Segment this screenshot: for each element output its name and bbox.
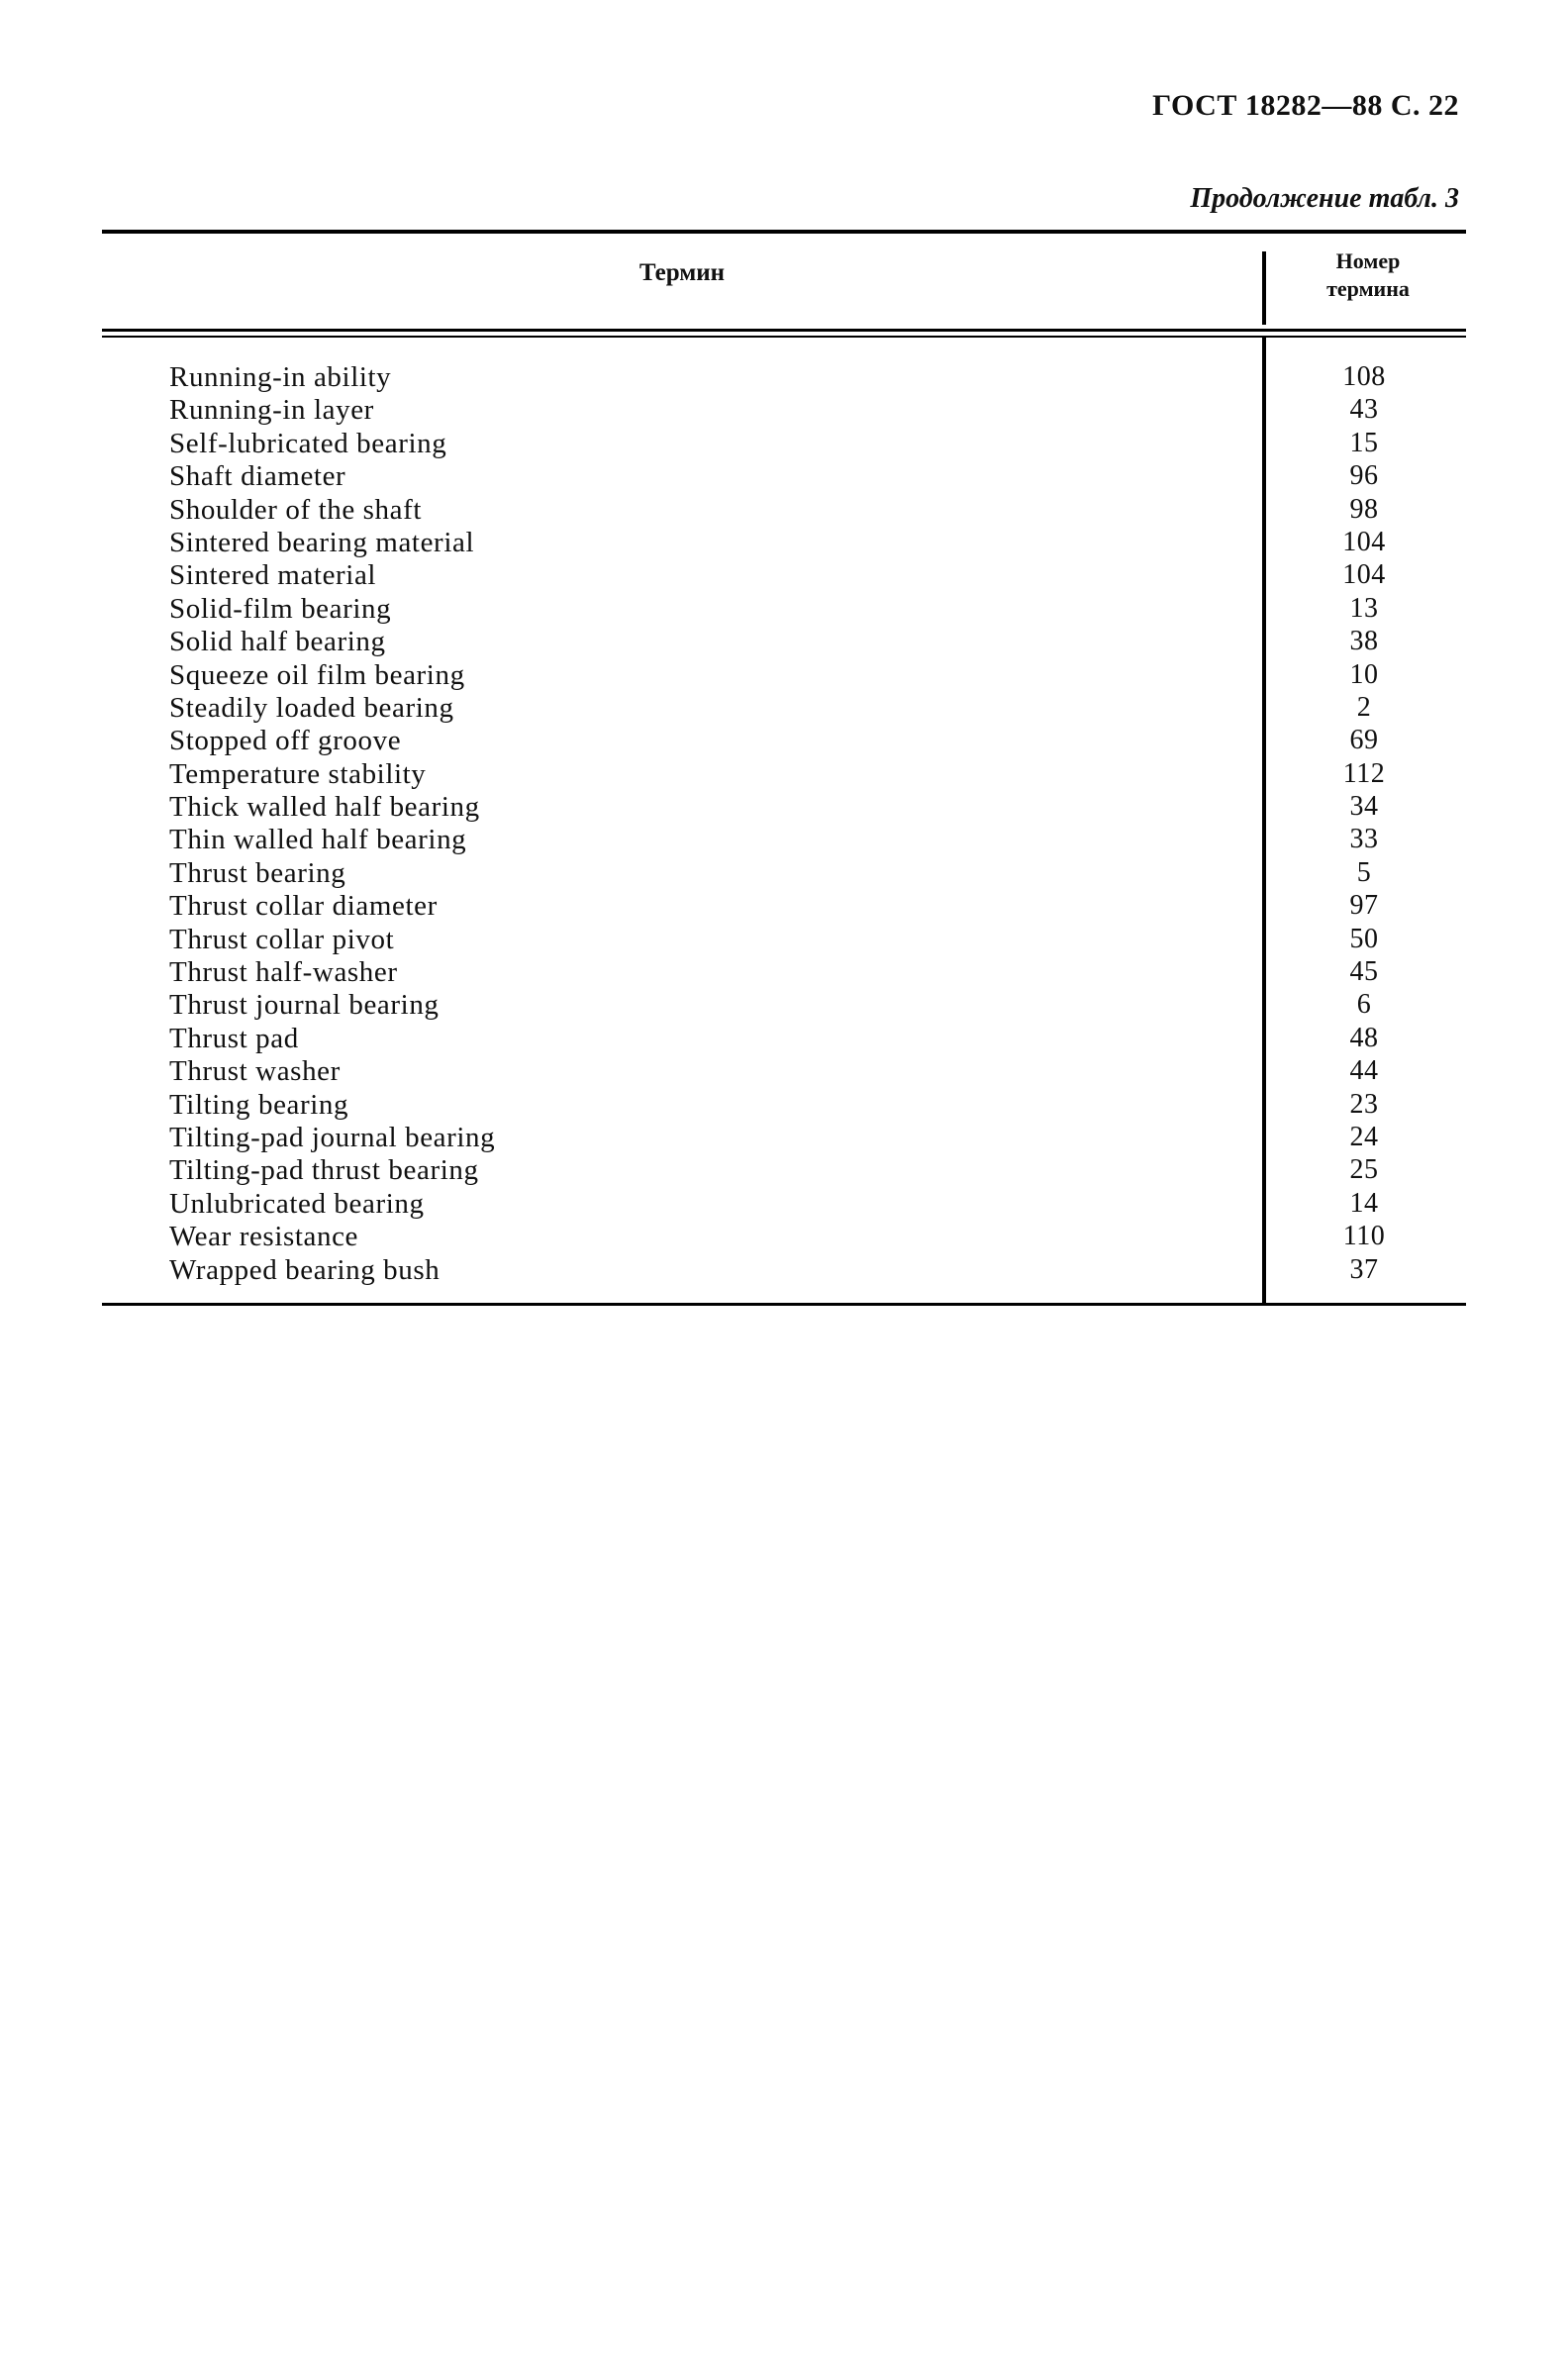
cell-term-number: 15	[1349, 427, 1379, 458]
cell-term-number: 6	[1356, 989, 1372, 1021]
table-header-row	[102, 234, 1466, 329]
cell-term: Steadily loaded bearing	[169, 691, 454, 724]
cell-term-number: 10	[1349, 658, 1379, 690]
header-column-divider	[1262, 251, 1266, 325]
table-row	[102, 989, 1466, 1022]
table-row	[102, 1221, 1466, 1253]
cell-term-number: 45	[1349, 956, 1379, 988]
table-row	[102, 593, 1466, 626]
cell-term: Shoulder of the shaft	[169, 493, 423, 526]
cell-term-number: 34	[1349, 791, 1379, 823]
cell-term: Thrust collar diameter	[169, 890, 438, 923]
cell-term-number: 23	[1349, 1088, 1379, 1120]
cell-term-number: 2	[1356, 691, 1372, 723]
column-header-number-line2: термина	[1326, 275, 1410, 301]
cell-term: Temperature stability	[169, 757, 427, 790]
cell-term-number: 97	[1349, 890, 1379, 922]
page-header-standard: ГОСТ 18282—88 С. 22	[1152, 89, 1459, 122]
table-row	[102, 890, 1466, 923]
cell-term: Squeeze oil film bearing	[169, 658, 465, 691]
table-continuation-label: Продолжение табл. 3	[1190, 183, 1459, 214]
table-row	[102, 460, 1466, 493]
table-row	[102, 1055, 1466, 1088]
table-row	[102, 626, 1466, 658]
column-header-number-line1: Номер	[1335, 248, 1401, 273]
table-row	[102, 1089, 1466, 1122]
cell-term-number: 104	[1342, 559, 1386, 591]
cell-term: Unlubricated bearing	[169, 1187, 425, 1220]
cell-term-number: 24	[1349, 1121, 1379, 1152]
table-row	[102, 1254, 1466, 1287]
cell-term-number: 48	[1349, 1022, 1379, 1053]
cell-term: Thrust half-washer	[169, 956, 398, 989]
cell-term: Stopped off groove	[169, 725, 402, 757]
table-row	[102, 725, 1466, 757]
table-row	[102, 1122, 1466, 1154]
table-row	[102, 857, 1466, 890]
cell-term-number: 5	[1356, 856, 1372, 888]
cell-term: Sintered bearing material	[169, 526, 475, 558]
cell-term-number: 98	[1349, 493, 1379, 525]
cell-term: Wrapped bearing bush	[169, 1253, 441, 1286]
cell-term: Thrust washer	[169, 1055, 341, 1088]
table-row	[102, 956, 1466, 989]
table-body	[102, 338, 1466, 1303]
table-row	[102, 924, 1466, 956]
column-header-number	[1270, 247, 1466, 302]
table-row	[102, 758, 1466, 791]
cell-term-number: 112	[1342, 757, 1386, 789]
table-row	[102, 1188, 1466, 1221]
table-row	[102, 394, 1466, 427]
cell-term-number: 96	[1349, 460, 1379, 492]
cell-term-number: 110	[1342, 1221, 1386, 1252]
cell-term-number: 13	[1349, 592, 1379, 624]
cell-term: Solid half bearing	[169, 626, 386, 658]
cell-term-number: 37	[1349, 1253, 1379, 1285]
table-row	[102, 527, 1466, 559]
cell-term-number: 44	[1349, 1055, 1379, 1087]
cell-term: Wear resistance	[169, 1221, 359, 1253]
table-header-rule-upper	[102, 329, 1466, 332]
table-row	[102, 1154, 1466, 1187]
table-row	[102, 1023, 1466, 1055]
table-row	[102, 692, 1466, 725]
column-header-term: Термин	[638, 259, 726, 286]
table-row	[102, 791, 1466, 824]
cell-term: Running-in layer	[169, 394, 374, 427]
cell-term-number: 108	[1342, 361, 1386, 392]
cell-term-number: 38	[1349, 626, 1379, 657]
table-row	[102, 361, 1466, 394]
cell-term: Tilting-pad journal bearing	[169, 1121, 496, 1153]
cell-term-number: 69	[1349, 725, 1379, 756]
cell-term: Thin walled half bearing	[169, 824, 467, 856]
table-row	[102, 428, 1466, 460]
table-bottom-rule	[102, 1303, 1466, 1306]
cell-term: Thrust collar pivot	[169, 923, 395, 955]
cell-term-number: 25	[1349, 1154, 1379, 1186]
cell-term: Tilting bearing	[169, 1088, 349, 1121]
cell-term: Solid-film bearing	[169, 592, 392, 625]
cell-term: Thrust pad	[169, 1022, 299, 1054]
cell-term-number: 104	[1342, 526, 1386, 557]
cell-term: Thick walled half bearing	[169, 791, 480, 824]
table-row	[102, 494, 1466, 527]
table-row	[102, 824, 1466, 856]
cell-term: Shaft diameter	[169, 460, 346, 493]
cell-term-number: 50	[1349, 923, 1379, 954]
cell-term: Thrust journal bearing	[169, 989, 440, 1022]
terms-index-table	[102, 230, 1466, 1306]
cell-term-number: 33	[1349, 824, 1379, 855]
cell-term: Sintered material	[169, 559, 377, 592]
cell-term: Thrust bearing	[169, 856, 346, 889]
cell-term-number: 14	[1349, 1187, 1379, 1219]
cell-term: Tilting-pad thrust bearing	[169, 1154, 479, 1187]
table-row	[102, 659, 1466, 692]
cell-term-number: 43	[1349, 394, 1379, 426]
cell-term: Self-lubricated bearing	[169, 427, 447, 459]
cell-term: Running-in ability	[169, 361, 392, 393]
table-row	[102, 559, 1466, 592]
